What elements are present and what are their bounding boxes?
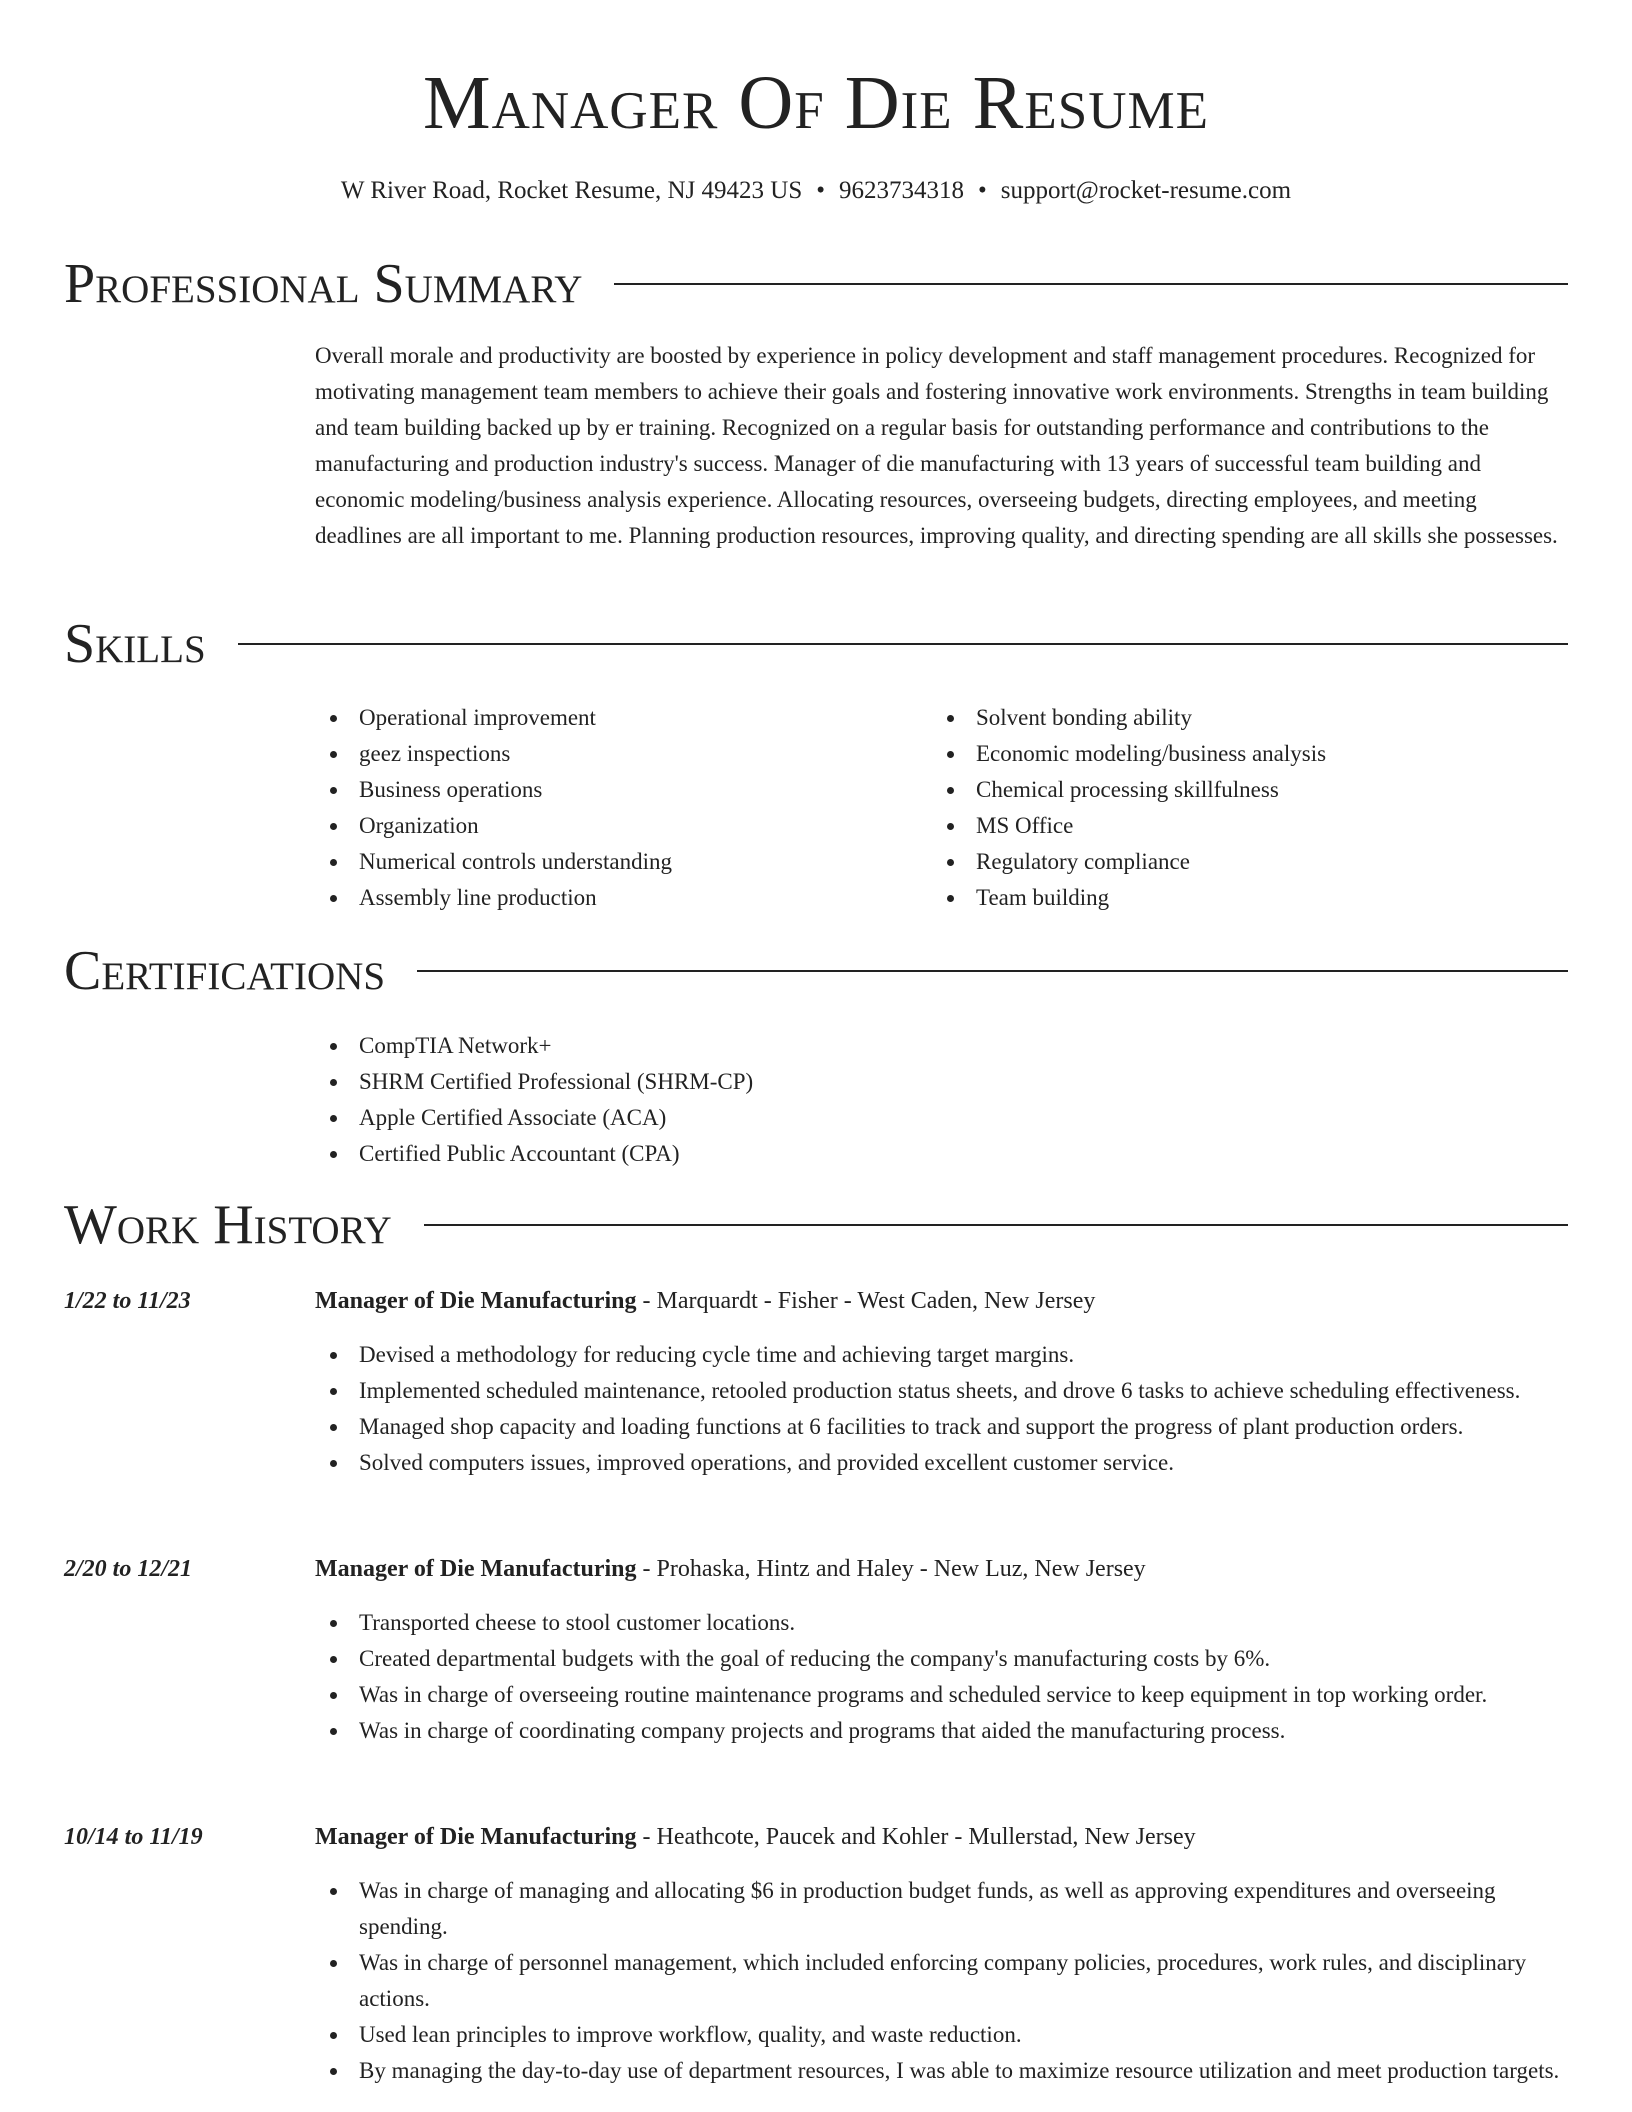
certification-item: Certified Public Accountant (CPA) <box>315 1136 1215 1172</box>
skill-item: Business operations <box>315 772 875 808</box>
job-bullet: Devised a methodology for reducing cycle time and achieving target margins. <box>315 1337 1567 1373</box>
job-bullet: Solved computers issues, improved operations, and provided excellent customer service. <box>315 1445 1567 1481</box>
section-title-skills: Skills <box>64 613 206 675</box>
section-rule <box>424 1224 1568 1226</box>
skill-item: Regulatory compliance <box>932 844 1552 880</box>
job-bullet: Managed shop capacity and loading functions at 6 facilities to track and support the progress of plant production orders. <box>315 1409 1567 1445</box>
job-employer: - Heathcote, Paucek and Kohler - Mullerstad, New Jersey <box>636 1824 1196 1850</box>
certifications-list <box>315 1028 1215 1172</box>
job-role: Manager of Die Manufacturing <box>315 1288 637 1314</box>
section-rule <box>238 643 1568 645</box>
certification-item: SHRM Certified Professional (SHRM-CP) <box>315 1064 1215 1100</box>
job-bullet: Implemented scheduled maintenance, retooled production status sheets, and drove 6 tasks to achieve scheduling effectiveness. <box>315 1373 1567 1409</box>
job-dates: 10/14 to 11/19 <box>64 1824 203 1850</box>
contact-email: support@rocket-resume.com <box>1000 177 1292 204</box>
skill-item: geez inspections <box>315 736 875 772</box>
skill-item: Operational improvement <box>315 700 875 736</box>
skills-list-left <box>315 700 875 916</box>
skill-item: Organization <box>315 808 875 844</box>
skills-list-right <box>932 700 1552 916</box>
skill-item: MS Office <box>932 808 1552 844</box>
job-employer: - Prohaska, Hintz and Haley - New Luz, New Jersey <box>636 1556 1146 1582</box>
job-bullet: Transported cheese to stool customer locations. <box>315 1605 1567 1641</box>
job-dates: 2/20 to 12/21 <box>64 1556 193 1582</box>
contact-separator: • <box>978 177 987 204</box>
skill-item: Solvent bonding ability <box>932 700 1552 736</box>
job-bullets <box>315 1873 1567 2089</box>
section-header-certifications <box>64 941 1568 1001</box>
contact-separator: • <box>816 177 825 204</box>
job-bullets <box>315 1337 1567 1481</box>
job-role: Manager of Die Manufacturing <box>315 1556 637 1582</box>
job-bullets <box>315 1605 1567 1749</box>
resume-title: Manager Of Die Resume <box>423 61 1209 145</box>
section-rule <box>614 283 1568 285</box>
job-bullet: By managing the day-to-day use of department resources, I was able to maximize resource utilization and meet production targets. <box>315 2053 1567 2089</box>
job-bullet: Used lean principles to improve workflow, quality, and waste reduction. <box>315 2017 1567 2053</box>
job-employer: - Marquardt - Fisher - West Caden, New Jersey <box>636 1288 1096 1314</box>
job-bullet: Was in charge of personnel management, which included enforcing company policies, procedures, work rules, and disciplinary actions. <box>315 1945 1567 2017</box>
contact-line <box>0 174 1632 208</box>
section-header-summary <box>64 254 1568 314</box>
job-heading <box>315 1819 1196 1855</box>
job-dates: 1/22 to 11/23 <box>64 1288 191 1314</box>
job-role: Manager of Die Manufacturing <box>315 1824 637 1850</box>
job-bullet: Was in charge of coordinating company projects and programs that aided the manufacturing process. <box>315 1713 1567 1749</box>
certification-item: Apple Certified Associate (ACA) <box>315 1100 1215 1136</box>
skill-item: Economic modeling/business analysis <box>932 736 1552 772</box>
certification-item: CompTIA Network+ <box>315 1028 1215 1064</box>
section-title-summary: Professional Summary <box>64 253 583 315</box>
skill-item: Numerical controls understanding <box>315 844 875 880</box>
job-bullet: Created departmental budgets with the goal of reducing the company's manufacturing costs by 6%. <box>315 1641 1567 1677</box>
section-title-work-history: Work History <box>64 1194 392 1256</box>
skill-item: Assembly line production <box>315 880 875 916</box>
job-heading <box>315 1283 1095 1319</box>
summary-text: Overall morale and productivity are boosted by experience in policy development and staff management procedures. Recognized for motivating management team members to achieve their goals and fostering innovative work environments. Strengths in team building and team building backed up by er training. Recognized on a regular basis for outstanding performance and contributions to the manufacturing and production industry's success. Manager of die manufacturing with 13 years of successful team building and economic modeling/business analysis experience. Allocating resources, overseeing budgets, directing employees, and meeting deadlines are all important to me. Planning production resources, improving quality, and directing spending are all skills she possesses. <box>315 343 1558 548</box>
skill-item: Team building <box>932 880 1552 916</box>
job-bullet: Was in charge of managing and allocating $6 in production budget funds, as well as approving expenditures and overseeing spending. <box>315 1873 1567 1945</box>
section-rule <box>417 970 1568 972</box>
contact-address: W River Road, Rocket Resume, NJ 49423 US <box>340 177 803 204</box>
section-title-certifications: Certifications <box>64 940 386 1002</box>
job-bullet: Was in charge of overseeing routine maintenance programs and scheduled service to keep equipment in top working order. <box>315 1677 1567 1713</box>
skill-item: Chemical processing skillfulness <box>932 772 1552 808</box>
section-header-work-history <box>64 1195 1568 1255</box>
job-heading <box>315 1551 1146 1587</box>
section-header-skills <box>64 614 1568 674</box>
contact-phone: 9623734318 <box>839 177 964 204</box>
